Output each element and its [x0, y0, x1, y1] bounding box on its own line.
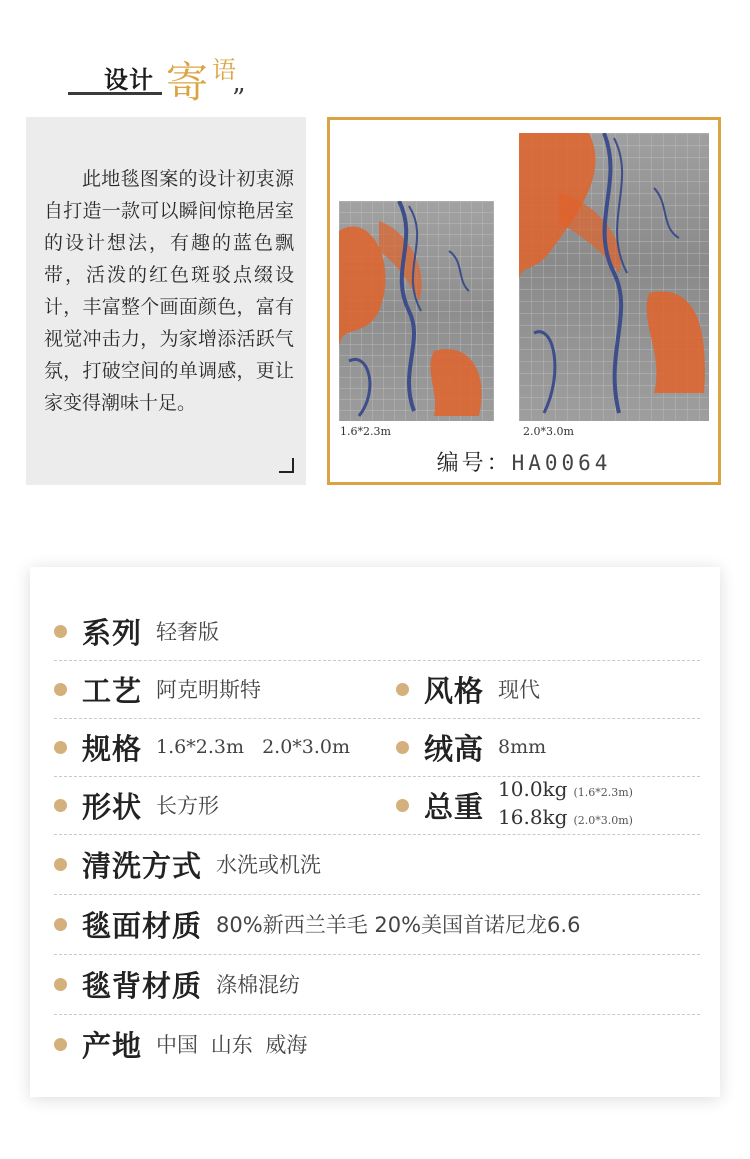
header-title-ji: 寄 [166, 58, 209, 107]
spec-row-back-material [54, 954, 700, 1015]
bullet-dot-icon [396, 683, 409, 696]
design-description-text: 此地毯图案的设计初衷源自打造一款可以瞬间惊艳居室的设计想法，有趣的蓝色飘带，活泼的红色斑驳点缀设计，丰富整个画面颜色，富有视觉冲击力，为家增添活跃气氛，打破空间的单调感，更让家变得潮味十足。 [44, 168, 294, 414]
model-number [330, 446, 718, 477]
spec-label: 总重 [424, 789, 485, 824]
design-description-box [26, 117, 306, 485]
spec-value: 水洗或机洗 [216, 853, 322, 877]
spec-row-size-pile [54, 718, 700, 777]
rug-image-small [339, 201, 494, 421]
spec-label: 绒高 [424, 731, 485, 766]
bullet-dot-icon [396, 741, 409, 754]
spec-value: 涤棉混纺 [216, 973, 301, 997]
weight-value: 10.0kg [498, 777, 568, 801]
spec-row-origin [54, 1014, 700, 1074]
spec-label: 规格 [82, 731, 143, 766]
spec-row-craft-style [54, 660, 700, 719]
bullet-dot-icon [54, 858, 67, 871]
spec-label: 形状 [82, 789, 143, 824]
bullet-dot-icon [54, 625, 67, 638]
spec-label: 产地 [82, 1028, 143, 1063]
header-quote-mark: ” [232, 84, 246, 114]
bullet-dot-icon [54, 918, 67, 931]
spec-row-cleaning [54, 834, 700, 895]
spec-label: 系列 [82, 615, 143, 650]
model-number-label: 编号： [436, 451, 512, 476]
bullet-dot-icon [54, 741, 67, 754]
bullet-dot-icon [54, 1038, 67, 1051]
product-image-frame [327, 117, 721, 485]
weight-item [498, 805, 633, 833]
spec-label: 毯面材质 [82, 908, 203, 943]
bullet-dot-icon [396, 799, 409, 812]
spec-value: 轻奢版 [156, 620, 220, 644]
spec-value: 1.6*2.3m 2.0*3.0m [156, 736, 351, 758]
bullet-dot-icon [54, 799, 67, 812]
rug-image-large [519, 133, 709, 421]
model-number-value: HA0064 [511, 451, 612, 475]
spec-value: 80%新西兰羊毛 20%美国首诺尼龙6.6 [216, 913, 581, 937]
weight-note: (1.6*2.3m) [573, 786, 633, 799]
spec-value: 现代 [498, 678, 541, 702]
rug-large-size-caption: 2.0*3.0m [523, 425, 574, 438]
spec-label: 工艺 [82, 673, 143, 708]
spec-label: 毯背材质 [82, 968, 203, 1003]
bullet-dot-icon [54, 683, 67, 696]
spec-row-face-material [54, 894, 700, 955]
spec-label: 风格 [424, 673, 485, 708]
spec-value: 长方形 [156, 794, 220, 818]
spec-value: 阿克明斯特 [156, 678, 262, 702]
weight-note: (2.0*3.0m) [573, 814, 633, 827]
spec-label: 清洗方式 [82, 848, 203, 883]
spec-value: 中国 山东 威海 [156, 1033, 308, 1057]
weight-list [498, 777, 633, 833]
header-title-yu: 语 [212, 56, 236, 84]
spec-card [30, 567, 720, 1097]
spec-row-shape-weight [54, 776, 700, 835]
spec-row-series [54, 602, 700, 661]
corner-bracket-icon [279, 458, 294, 473]
rug-small-size-caption: 1.6*2.3m [340, 425, 391, 438]
header-title-main: 设计 [104, 65, 154, 94]
bullet-dot-icon [54, 978, 67, 991]
weight-item [498, 777, 633, 805]
weight-value: 16.8kg [498, 805, 568, 829]
spec-value: 8mm [498, 736, 547, 758]
